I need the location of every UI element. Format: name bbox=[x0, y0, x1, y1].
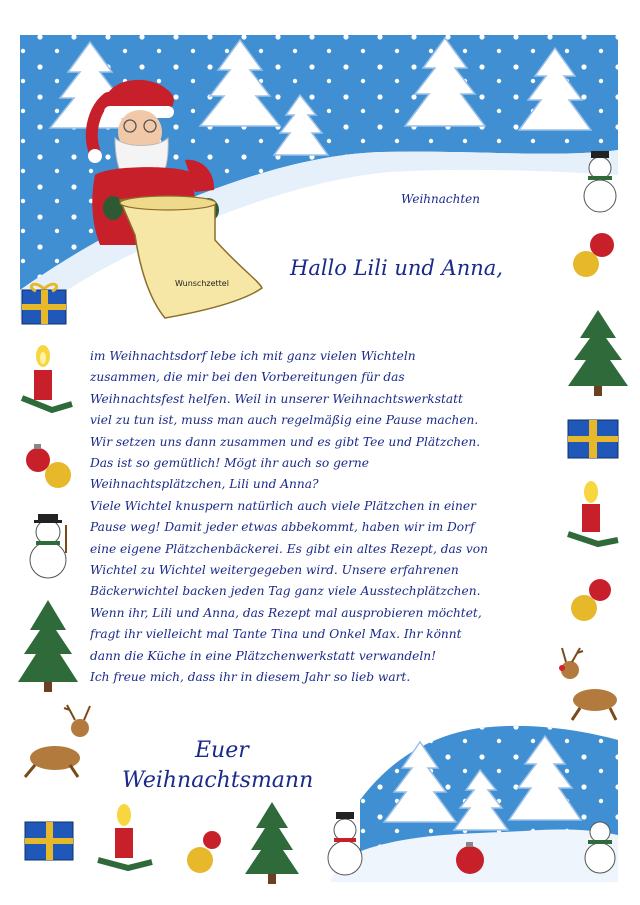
letter-body-line: Wichtel zu Wichtel weitergegeben wird. Unsere erfahrenen bbox=[90, 563, 459, 578]
reindeer-icon bbox=[559, 648, 617, 720]
letter-body-line: Wenn ihr, Lili und Anna, das Rezept mal ausprobieren möchtet, bbox=[90, 605, 482, 620]
ornament-icon bbox=[571, 579, 611, 621]
snowman-icon bbox=[328, 812, 362, 875]
letter-body-line: Weihnachtsfest helfen. Weil in unserer Weihnachtswerkstatt bbox=[90, 391, 463, 406]
letter-body bbox=[90, 346, 545, 689]
letter-body-line: zusammen, die mir bei den Vorbereitungen für das bbox=[90, 370, 405, 385]
letter-body-line: Viele Wichtel knuspern natürlich auch viele Plätzchen in einer bbox=[90, 498, 476, 513]
fir-tree-icon bbox=[568, 310, 628, 396]
letter-body-line: Weihnachtsplätzchen, Lili und Anna? bbox=[90, 477, 319, 492]
letter-body-line: Bäckerwichtel backen jeden Tag ganz viele Ausstechplätzchen. bbox=[90, 584, 481, 599]
gift-box-icon bbox=[25, 822, 73, 860]
snowman-icon bbox=[30, 514, 66, 578]
fir-tree-icon bbox=[18, 600, 78, 692]
letter-body-line: fragt ihr vielleicht mal Tante Tina und Onkel Max. Ihr könnt bbox=[90, 627, 462, 642]
gift-box-icon bbox=[568, 420, 618, 458]
letter-body-line: Pause weg! Damit jeder etwas abbekommt, haben wir im Dorf bbox=[90, 520, 475, 535]
letter-body-line: Ich freue mich, dass ihr in diesem Jahr so lieb wart. bbox=[90, 670, 411, 685]
letter-date-line: Weihnachten bbox=[401, 192, 481, 206]
letter-body-line: viel zu tun ist, muss man auch regelmäßig eine Pause machen. bbox=[90, 413, 479, 428]
candle-icon bbox=[568, 481, 618, 544]
wishlist-scroll-label: Wunschzettel bbox=[175, 279, 229, 288]
fir-tree-icon bbox=[245, 802, 299, 884]
candle-icon bbox=[98, 804, 152, 868]
letter-body-line: dann die Küche in eine Plätzchenwerkstatt verwandeln! bbox=[90, 648, 437, 663]
gift-box-icon bbox=[22, 284, 66, 324]
letter-body-line: Wir setzen uns dann zusammen und es gibt Tee und Plätzchen. bbox=[90, 434, 481, 449]
letter-signature: Weihnachtsmann bbox=[122, 768, 314, 793]
letter-body-line: im Weihnachtsdorf lebe ich mit ganz vielen Wichteln bbox=[90, 349, 416, 363]
letter-closing: Euer bbox=[195, 738, 249, 763]
letter-greeting: Hallo Lili und Anna, bbox=[290, 256, 503, 280]
ornament-icon bbox=[573, 233, 614, 277]
candle-icon bbox=[22, 345, 72, 410]
ornament-icon bbox=[26, 444, 71, 488]
letter-body-line: eine eigene Plätzchenbäckerei. Es gibt ein altes Rezept, das von bbox=[90, 541, 488, 556]
reindeer-icon bbox=[25, 705, 90, 777]
ornament-icon bbox=[187, 831, 221, 873]
letter-body-line: Das ist so gemütlich! Mögt ihr auch so gerne bbox=[90, 456, 369, 471]
